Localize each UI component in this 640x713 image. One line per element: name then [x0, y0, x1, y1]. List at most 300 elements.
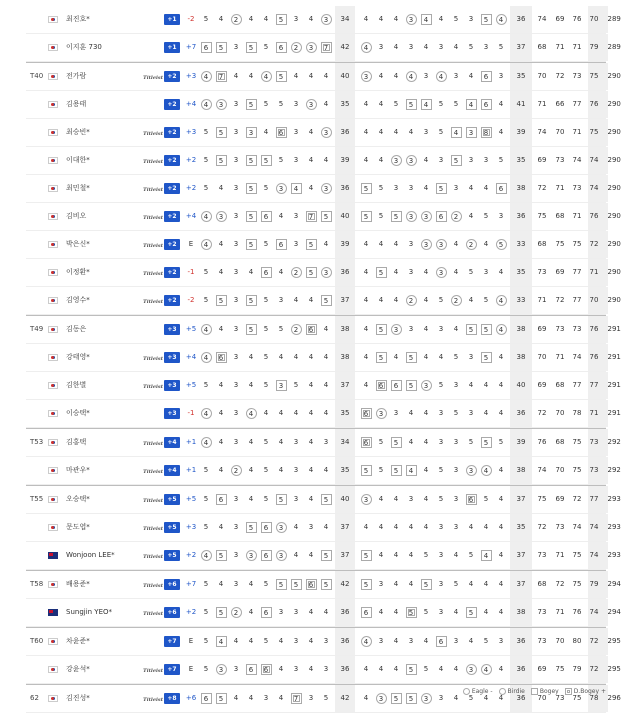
player-row[interactable] [26, 231, 621, 259]
round-score: 72 [555, 579, 565, 588]
in-total: 38 [516, 325, 526, 333]
player-name[interactable]: 이지훈 730 [66, 43, 102, 51]
round-score: 69 [555, 267, 565, 276]
out-total: 40 [340, 494, 350, 503]
out-total: 42 [340, 42, 350, 51]
round-score: 74 [537, 465, 547, 474]
today-to-par: -1 [187, 409, 195, 417]
hole-score: 4 [453, 607, 459, 616]
hole-score: 5 [244, 175, 258, 202]
round-score: 76 [572, 14, 582, 23]
hole-score: 4 [244, 400, 258, 427]
player-name[interactable]: 강태영* [66, 353, 90, 361]
hole-score: 3 [233, 522, 239, 531]
out-total: 34 [340, 437, 350, 446]
sponsor-logo: Titleist [143, 159, 164, 165]
hole-score: 4 [378, 607, 384, 616]
hole-score: 4 [248, 437, 254, 446]
legend-item: D.Bogey + [565, 688, 606, 695]
hole-score: 4 [218, 267, 224, 276]
hole-score: 3 [308, 522, 314, 531]
hole-score: 5 [319, 542, 333, 569]
today-to-par: E [188, 637, 194, 645]
hole-score: 5 [263, 579, 269, 588]
total-score: 296 [607, 693, 621, 702]
player-name[interactable]: 마관우* [66, 466, 90, 474]
player-row[interactable] [26, 457, 621, 485]
round-score: 76 [589, 211, 599, 220]
hole-score: 5 [449, 147, 463, 174]
sponsor-logo: Titleist [143, 469, 164, 475]
hole-score: 5 [244, 231, 258, 258]
hole-score: 4 [378, 664, 384, 673]
hole-score: 5 [404, 91, 418, 118]
hole-score: 3 [293, 211, 299, 220]
total-to-par-badge: +5 [164, 494, 180, 505]
hole-score: 3 [453, 522, 459, 531]
hole-score: 4 [363, 14, 369, 23]
hole-score: 4 [423, 267, 429, 276]
hole-score: 5 [498, 42, 504, 51]
player-name[interactable]: 문도엽* [66, 523, 90, 531]
round-score: 77 [572, 267, 582, 276]
hole-score: 4 [233, 693, 239, 702]
hole-score: 5 [263, 295, 269, 304]
total-score: 290 [607, 267, 621, 276]
round-score: 66 [555, 99, 565, 108]
hole-score: 5 [483, 211, 489, 220]
hole-score: 3 [408, 494, 414, 503]
hole-score: 3 [438, 42, 444, 51]
hole-score: 6 [304, 316, 318, 343]
hole-score: 5 [203, 267, 209, 276]
hole-score: 6 [214, 344, 228, 371]
player-row[interactable] [26, 627, 621, 656]
hole-score: 4 [293, 522, 299, 531]
round-score: 75 [572, 550, 582, 559]
out-total: 37 [340, 550, 350, 559]
hole-score: 4 [498, 352, 504, 361]
hole-score: 5 [203, 183, 209, 192]
player-row[interactable] [26, 6, 621, 34]
round-score: 70 [537, 693, 547, 702]
hole-score: 7 [289, 685, 303, 712]
hole-score: 5 [214, 599, 228, 626]
hole-score: 4 [453, 664, 459, 673]
round-score: 73 [572, 324, 582, 333]
round-score: 69 [537, 324, 547, 333]
round-score: 68 [537, 239, 547, 248]
total-to-par-badge: +4 [164, 437, 180, 448]
korea-flag-icon [48, 185, 58, 192]
round-score: 75 [572, 437, 582, 446]
hole-score: 4 [453, 693, 459, 702]
score-legend [457, 688, 606, 695]
total-to-par-badge: +2 [164, 71, 180, 82]
player-row[interactable] [26, 570, 621, 599]
hole-score: 4 [393, 664, 399, 673]
hole-score: 4 [378, 550, 384, 559]
round-score: 72 [555, 295, 565, 304]
hole-score: 5 [203, 127, 209, 136]
hole-score: 3 [359, 63, 373, 90]
hole-score: 5 [468, 267, 474, 276]
total-score: 295 [607, 664, 621, 673]
hole-score: 4 [453, 550, 459, 559]
out-total: 35 [340, 408, 350, 417]
player-row[interactable] [26, 656, 621, 684]
hole-score: 4 [393, 579, 399, 588]
player-name[interactable]: Sungjin YEO* [66, 608, 113, 616]
hole-score: 5 [378, 465, 384, 474]
player-name[interactable]: 김용태 [66, 100, 87, 108]
hole-score: 4 [378, 494, 384, 503]
hole-score: 3 [378, 42, 384, 51]
hole-score: 3 [498, 211, 504, 220]
hole-score: 4 [199, 344, 213, 371]
hole-score: 3 [419, 203, 433, 230]
hole-score: 3 [423, 71, 429, 80]
hole-score: 5 [464, 599, 478, 626]
hole-score: 4 [199, 91, 213, 118]
round-score: 71 [555, 607, 565, 616]
player-name[interactable]: 최진호* [66, 15, 90, 23]
total-to-par-badge: +7 [164, 664, 180, 675]
hole-score: 3 [419, 372, 433, 399]
player-name[interactable]: Wonjoon LEE* [66, 551, 115, 559]
player-row[interactable] [26, 599, 621, 627]
hole-score: 5 [359, 203, 373, 230]
hole-score: 5 [404, 372, 418, 399]
round-score: 75 [572, 239, 582, 248]
hole-score: 5 [203, 636, 209, 645]
round-score: 77 [572, 295, 582, 304]
hole-score: 5 [319, 486, 333, 513]
out-total: 38 [340, 352, 350, 361]
hole-score: 4 [498, 267, 504, 276]
hole-score: 5 [374, 316, 388, 343]
player-name[interactable]: 전가람 [66, 72, 87, 80]
round-score: 73 [589, 437, 599, 446]
in-total: 40 [516, 381, 526, 389]
hole-score: 4 [483, 579, 489, 588]
hole-score: 6 [434, 628, 448, 655]
player-row[interactable] [26, 372, 621, 400]
hole-score: 3 [453, 465, 459, 474]
round-score: 72 [537, 408, 547, 417]
hole-score: 3 [453, 494, 459, 503]
total-to-par-badge: +5 [164, 522, 180, 533]
hole-score: 5 [453, 14, 459, 23]
hole-score: 4 [293, 550, 299, 559]
in-total: 36 [516, 637, 526, 645]
round-score: 71 [537, 99, 547, 108]
hole-score: 4 [199, 400, 213, 427]
hole-score: 3 [438, 408, 444, 417]
player-name[interactable]: 김동은 [66, 325, 87, 333]
today-to-par: E [188, 240, 194, 248]
hole-score: 4 [393, 267, 399, 276]
hole-score: 5 [404, 344, 418, 371]
player-row[interactable] [26, 34, 621, 62]
hole-score: 4 [464, 91, 478, 118]
hole-score: 3 [483, 267, 489, 276]
hole-score: 3 [323, 437, 329, 446]
player-name[interactable]: 최승빈* [66, 128, 90, 136]
hole-score: 4 [293, 295, 299, 304]
hole-score: 4 [408, 550, 414, 559]
hole-score: 4 [363, 380, 369, 389]
hole-score: 3 [233, 352, 239, 361]
hole-score: 3 [378, 636, 384, 645]
hole-score: 4 [363, 352, 369, 361]
round-score: 75 [589, 71, 599, 80]
hole-score: 5 [479, 429, 493, 456]
square-marker-icon [531, 688, 538, 695]
hole-score: 3 [274, 542, 288, 569]
hole-score: 5 [453, 352, 459, 361]
player-row[interactable] [26, 62, 621, 91]
player-row[interactable] [26, 315, 621, 344]
hole-score: 5 [389, 457, 403, 484]
player-row[interactable] [26, 344, 621, 372]
total-to-par-badge: +2 [164, 99, 180, 110]
hole-score: 6 [304, 571, 318, 598]
player-name[interactable]: 이정환* [66, 268, 90, 276]
hole-score: 5 [214, 119, 228, 146]
hole-score: 4 [419, 6, 433, 33]
hole-score: 4 [248, 579, 254, 588]
round-score: 70 [555, 636, 565, 645]
hole-score: 4 [199, 429, 213, 456]
hole-score: 4 [453, 239, 459, 248]
player-name[interactable]: 배용준* [66, 580, 90, 588]
total-score: 291 [607, 352, 621, 361]
hole-score: 4 [453, 267, 459, 276]
hole-score: 5 [203, 295, 209, 304]
player-name[interactable]: 김홍택 [66, 438, 87, 446]
player-name[interactable]: 오승택* [66, 495, 90, 503]
hole-score: 3 [464, 119, 478, 146]
hole-score: 4 [494, 316, 508, 343]
round-score: 71 [572, 211, 582, 220]
hole-score: 5 [438, 99, 444, 108]
hole-score: 4 [363, 267, 369, 276]
total-to-par-badge: +3 [164, 352, 180, 363]
total-to-par-badge: +2 [164, 155, 180, 166]
hole-score: 5 [203, 14, 209, 23]
hole-score: 5 [278, 324, 284, 333]
player-row[interactable] [26, 147, 621, 175]
round-score: 76 [537, 437, 547, 446]
hole-score: 3 [374, 685, 388, 712]
total-to-par-badge: +1 [164, 14, 180, 25]
sponsor-logo: Titleist [143, 243, 164, 249]
player-name[interactable]: 이승택* [66, 409, 90, 417]
player-row[interactable] [26, 119, 621, 147]
hole-score: 6 [359, 400, 373, 427]
total-score: 290 [607, 127, 621, 136]
hole-score: 4 [363, 664, 369, 673]
hole-score: 5 [263, 465, 269, 474]
total-score: 293 [607, 550, 621, 559]
korea-flag-icon [48, 354, 58, 361]
hole-score: 5 [274, 6, 288, 33]
hole-score: 4 [378, 155, 384, 164]
hole-score: 3 [434, 231, 448, 258]
in-total: 35 [516, 268, 526, 276]
player-row[interactable] [26, 175, 621, 203]
today-to-par: +2 [185, 184, 197, 192]
hole-score: 4 [218, 522, 224, 531]
hole-score: 5 [323, 693, 329, 702]
today-to-par: -1 [187, 268, 195, 276]
hole-score: 5 [419, 571, 433, 598]
round-score: 77 [589, 380, 599, 389]
hole-score: 5 [203, 664, 209, 673]
hole-score: 4 [308, 408, 314, 417]
hole-score: 3 [233, 550, 239, 559]
hole-score: 3 [408, 183, 414, 192]
round-score: 71 [555, 183, 565, 192]
round-score: 75 [537, 211, 547, 220]
hole-score: 3 [389, 316, 403, 343]
hole-score: 4 [259, 63, 273, 90]
legend-item: Eagle - [463, 688, 493, 695]
hole-score: 3 [293, 494, 299, 503]
today-to-par: +3 [185, 128, 197, 136]
round-score: 75 [555, 239, 565, 248]
hole-score: 4 [483, 693, 489, 702]
player-name[interactable]: 김영수* [66, 296, 90, 304]
hole-score: 5 [278, 155, 284, 164]
hole-score: 4 [468, 183, 474, 192]
hole-score: 3 [274, 514, 288, 541]
hole-score: 5 [278, 99, 284, 108]
hole-score: 3 [453, 636, 459, 645]
total-score: 290 [607, 71, 621, 80]
legend-item: Bogey [531, 688, 559, 695]
hole-score: 5 [214, 685, 228, 712]
round-score: 71 [572, 42, 582, 51]
hole-score: 5 [468, 437, 474, 446]
total-score: 295 [607, 636, 621, 645]
hole-score: 4 [378, 522, 384, 531]
player-row[interactable] [26, 542, 621, 570]
out-total: 36 [340, 664, 350, 673]
round-score: 79 [589, 42, 599, 51]
hole-score: 5 [453, 579, 459, 588]
hole-score: 5 [214, 147, 228, 174]
hole-score: 4 [363, 693, 369, 702]
hole-score: 4 [393, 239, 399, 248]
today-to-par: +4 [185, 100, 197, 108]
hole-score: 4 [498, 408, 504, 417]
player-name[interactable]: 이대한* [66, 156, 90, 164]
hole-score: 5 [483, 494, 489, 503]
hole-score: 3 [214, 91, 228, 118]
player-name[interactable]: 김한별 [66, 381, 87, 389]
player-row[interactable] [26, 287, 621, 315]
total-to-par-badge: +2 [164, 239, 180, 250]
hole-score: 3 [453, 71, 459, 80]
round-score: 74 [572, 522, 582, 531]
round-score: 70 [555, 127, 565, 136]
hole-score: 4 [248, 267, 254, 276]
hole-score: 4 [278, 352, 284, 361]
player-row[interactable] [26, 514, 621, 542]
out-total: 37 [340, 522, 350, 531]
round-score: 68 [555, 211, 565, 220]
player-name[interactable]: 박은신* [66, 240, 90, 248]
hole-score: 5 [259, 147, 273, 174]
round-score: 72 [555, 71, 565, 80]
player-row[interactable] [26, 203, 621, 231]
hole-score: 5 [393, 99, 399, 108]
australia-flag-icon [48, 552, 58, 559]
hole-score: 4 [323, 408, 329, 417]
round-score: 70 [555, 465, 565, 474]
player-name[interactable]: 차윤준* [66, 637, 90, 645]
korea-flag-icon [48, 666, 58, 673]
player-name[interactable]: 강윤석* [66, 665, 90, 673]
player-row[interactable] [26, 91, 621, 119]
round-score: 71 [589, 408, 599, 417]
hole-score: 4 [378, 239, 384, 248]
hole-score: 3 [244, 119, 258, 146]
round-score: 71 [572, 127, 582, 136]
hole-score: 4 [468, 522, 474, 531]
australia-flag-icon [48, 609, 58, 616]
hole-score: 4 [363, 295, 369, 304]
player-row[interactable] [26, 428, 621, 457]
player-row[interactable] [26, 259, 621, 287]
in-total: 39 [516, 128, 526, 136]
player-row[interactable] [26, 400, 621, 428]
korea-flag-icon [48, 241, 58, 248]
hole-score: 4 [423, 636, 429, 645]
hole-score: 6 [479, 63, 493, 90]
round-score: 74 [589, 183, 599, 192]
today-to-par: +2 [185, 551, 197, 559]
hole-score: 4 [363, 127, 369, 136]
player-name[interactable]: 최민철* [66, 184, 90, 192]
hole-score: 6 [259, 203, 273, 230]
round-score: 70 [589, 14, 599, 23]
hole-score: 3 [263, 693, 269, 702]
sponsor-logo: Titleist [143, 299, 164, 305]
player-name[interactable]: 김진성* [66, 694, 90, 702]
total-score: 289 [607, 14, 621, 23]
round-score: 77 [572, 99, 582, 108]
hole-score: 5 [263, 352, 269, 361]
total-to-par-badge: +3 [164, 324, 180, 335]
hole-score: 4 [498, 664, 504, 673]
sponsor-logo: Titleist [143, 131, 164, 137]
in-total: 35 [516, 72, 526, 80]
hole-score: 4 [278, 437, 284, 446]
hole-score: 4 [423, 408, 429, 417]
player-name[interactable]: 김비오 [66, 212, 87, 220]
hole-score: 4 [393, 14, 399, 23]
hole-score: 6 [374, 372, 388, 399]
korea-flag-icon [48, 382, 58, 389]
hole-score: 3 [438, 550, 444, 559]
hole-score: 5 [244, 287, 258, 314]
hole-score: 5 [263, 494, 269, 503]
hole-score: 4 [408, 522, 414, 531]
player-row[interactable] [26, 485, 621, 514]
